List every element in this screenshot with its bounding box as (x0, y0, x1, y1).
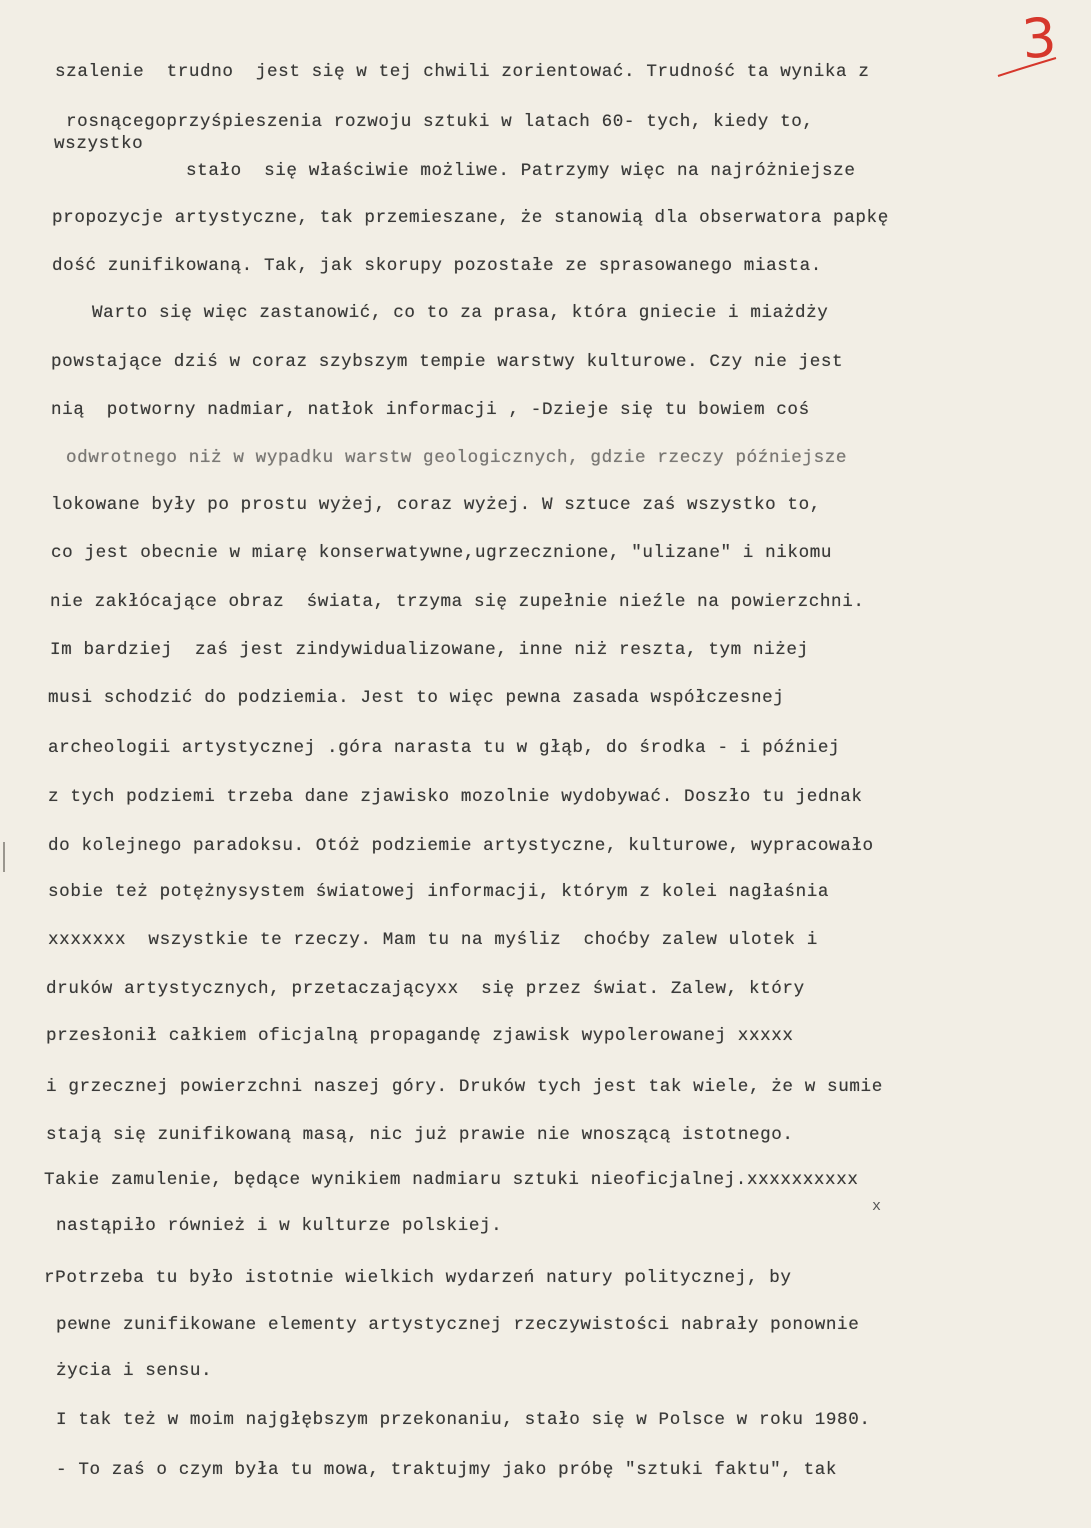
text-line-10: odwrotnego niż w wypadku warstw geologicznych, gdzie rzeczy późniejsze (66, 448, 848, 468)
text-line-12: co jest obecnie w miarę konserwatywne,ugrzecznione, "ulizane" i nikomu (51, 543, 833, 563)
text-line-31: - To zaś o czym była tu mowa, traktujmy jako próbę "sztuki faktu", tak (56, 1460, 838, 1480)
stray-x-mark: x (872, 1198, 882, 1215)
text-line-16: archeologii artystycznej .góra narasta tu w głąb, do środka - i później (48, 738, 841, 758)
text-line-6: dość zunifikowaną. Tak, jak skorupy pozostałe ze sprasowanego miasta. (52, 256, 822, 276)
page-number: 3 (1019, 5, 1059, 72)
text-line-29: życia i sensu. (56, 1361, 213, 1381)
text-line-26: nastąpiło również i w kulturze polskiej. (56, 1216, 503, 1236)
text-line-2: rosnącegoprzyśpieszenia rozwoju sztuki w latach 60- tych, kiedy to, (66, 112, 814, 132)
text-line-14: Im bardziej zaś jest zindywidualizowane, inne niż reszta, tym niżej (50, 640, 809, 660)
text-line-1: szalenie trudno jest się w tej chwili zorientować. Trudność ta wynika z (55, 62, 870, 82)
text-line-24: stają się zunifikowaną masą, nic już prawie nie wnoszącą istotnego. (46, 1125, 794, 1145)
text-line-15: musi schodzić do podziemia. Jest to więc pewna zasada współczesnej (48, 688, 785, 708)
text-line-7: Warto się więc zastanowić, co to za prasa, która gniecie i miażdży (92, 303, 829, 323)
text-line-23: i grzecznej powierzchni naszej góry. Druków tych jest tak wiele, że w sumie (46, 1077, 883, 1097)
text-line-4: stało się właściwie możliwe. Patrzymy więc na najróżniejsze (186, 161, 856, 181)
text-line-25: Takie zamulenie, będące wynikiem nadmiaru sztuki nieoficjalnej.xxxxxxxxxx (44, 1170, 859, 1190)
text-line-19: sobie też potężnysystem światowej informacji, którym z kolei nagłaśnia (48, 882, 830, 902)
text-line-30: I tak też w moim najgłębszym przekonaniu, stało się w Polsce w roku 1980. (56, 1410, 871, 1430)
text-line-8: powstające dziś w coraz szybszym tempie warstwy kulturowe. Czy nie jest (51, 352, 844, 372)
text-line-20: xxxxxxx wszystkie te rzeczy. Mam tu na myśliz choćby zalew ulotek i (48, 930, 818, 950)
text-line-5: propozycje artystyczne, tak przemieszane, że stanowią dla obserwatora papkę (52, 208, 889, 228)
text-line-27: rPotrzeba tu było istotnie wielkich wydarzeń natury politycznej, by (44, 1268, 792, 1288)
text-line-21: druków artystycznych, przetaczającyxx się przez świat. Zalew, który (46, 979, 805, 999)
text-line-28: pewne zunifikowane elementy artystycznej rzeczywistości nabrały ponownie (56, 1315, 860, 1335)
text-line-18: do kolejnego paradoksu. Otóż podziemie artystyczne, kulturowe, wypracowało (48, 836, 874, 856)
text-line-22: przesłonił całkiem oficjalną propagandę zjawisk wypolerowanej xxxxx (46, 1026, 794, 1046)
text-line-11: lokowane były po prostu wyżej, coraz wyżej. W sztuce zaś wszystko to, (51, 495, 821, 515)
text-line-17: z tych podziemi trzeba dane zjawisko mozolnie wydobywać. Doszło tu jednak (48, 787, 863, 807)
text-line-13: nie zakłócające obraz świata, trzyma się zupełnie nieźle na powierzchni. (50, 592, 865, 612)
text-line-3: wszystko (54, 134, 144, 154)
text-line-9: nią potworny nadmiar, natłok informacji , -Dzieje się tu bowiem coś (51, 400, 810, 420)
margin-scuff (3, 842, 5, 872)
page-number-underline (996, 56, 1058, 80)
